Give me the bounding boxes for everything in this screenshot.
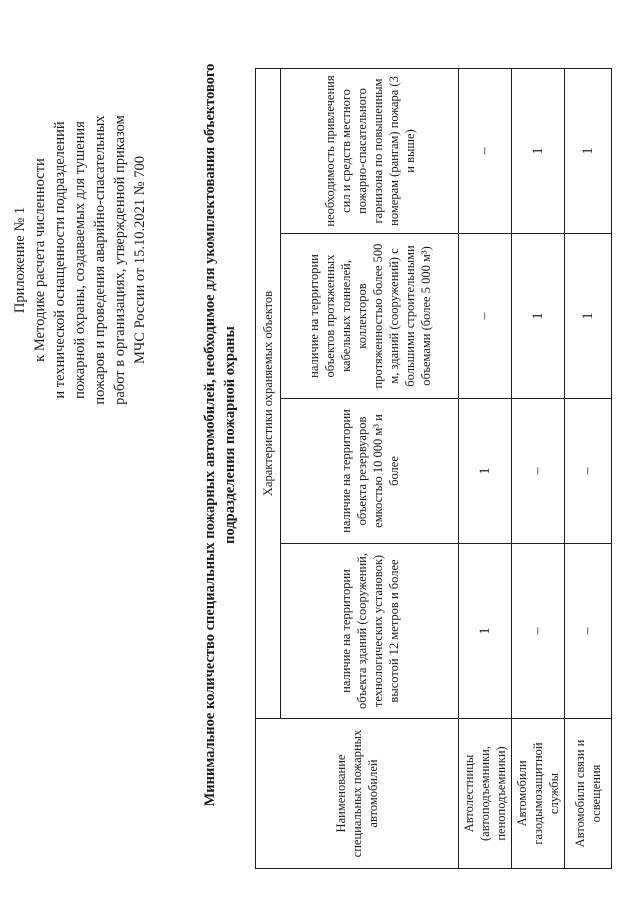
table-row xyxy=(459,68,512,868)
title-line: Минимальное количество специальных пожарных автомобилей, необходимое для укомплектования объектового xyxy=(202,63,218,807)
table-header-row xyxy=(256,68,281,868)
value-cell: 1 xyxy=(512,234,565,399)
value-cell: – xyxy=(459,234,512,399)
vehicles-table xyxy=(255,68,612,869)
appendix-line: Приложение № 1 xyxy=(12,206,28,314)
title-line: подразделения пожарной охраны xyxy=(222,326,238,544)
value-cell: – xyxy=(512,544,565,719)
appendix-block xyxy=(10,35,150,485)
appendix-line: к Методике расчета численности xyxy=(32,158,48,362)
appendix-line: МЧС России от 15.10.2021 № 700 xyxy=(132,155,148,365)
document-title xyxy=(200,25,240,845)
value-cell: – xyxy=(459,68,512,233)
header-column-cell: наличие на территории объекта резервуаров емкостью 10 000 м³ и более xyxy=(281,399,459,544)
value-cell: – xyxy=(565,544,612,719)
appendix-line: пожаров и проведения аварийно-спасательных xyxy=(92,115,108,405)
header-column-cell: наличие на территории объектов протяженных кабельных тоннелей, коллекторов протяженностью более 500 м, зданий (сооружений) с большими строительными объемами (более 5 000 м³) xyxy=(281,234,459,399)
value-cell: 1 xyxy=(565,234,612,399)
vehicle-name-cell: Автолестницы (автоподъемники, пеноподъемники) xyxy=(459,719,512,869)
value-cell: 1 xyxy=(565,68,612,233)
appendix-line: пожарной охраны, создаваемых для тушения xyxy=(72,121,88,399)
value-cell: – xyxy=(565,399,612,544)
header-name-cell: Наименование специальных пожарных автомобилей xyxy=(256,719,459,869)
value-cell: 1 xyxy=(512,68,565,233)
table-row xyxy=(512,68,565,868)
header-group-cell: Характеристики охраняемых объектов xyxy=(256,68,281,718)
vehicle-name-cell: Автомобили газодымозащитной службы xyxy=(512,719,565,869)
header-column-cell: необходимость привлечения сил и средств местного пожарно-спасательного гарнизона по повышенным номерам (рангам) пожара (3 и выше) xyxy=(281,68,459,233)
value-cell: – xyxy=(512,399,565,544)
appendix-line: и технической оснащенности подразделений xyxy=(52,121,68,399)
header-column-cell: наличие на территории объекта зданий (сооружений, технологических установок) высотой 12 метров и более xyxy=(281,544,459,719)
value-cell: 1 xyxy=(459,399,512,544)
appendix-line: работ в организациях, утвержденной приказом xyxy=(112,115,128,405)
value-cell: 1 xyxy=(459,544,512,719)
vehicle-name-cell: Автомобили связи и освещения xyxy=(565,719,612,869)
table-row xyxy=(565,68,612,868)
